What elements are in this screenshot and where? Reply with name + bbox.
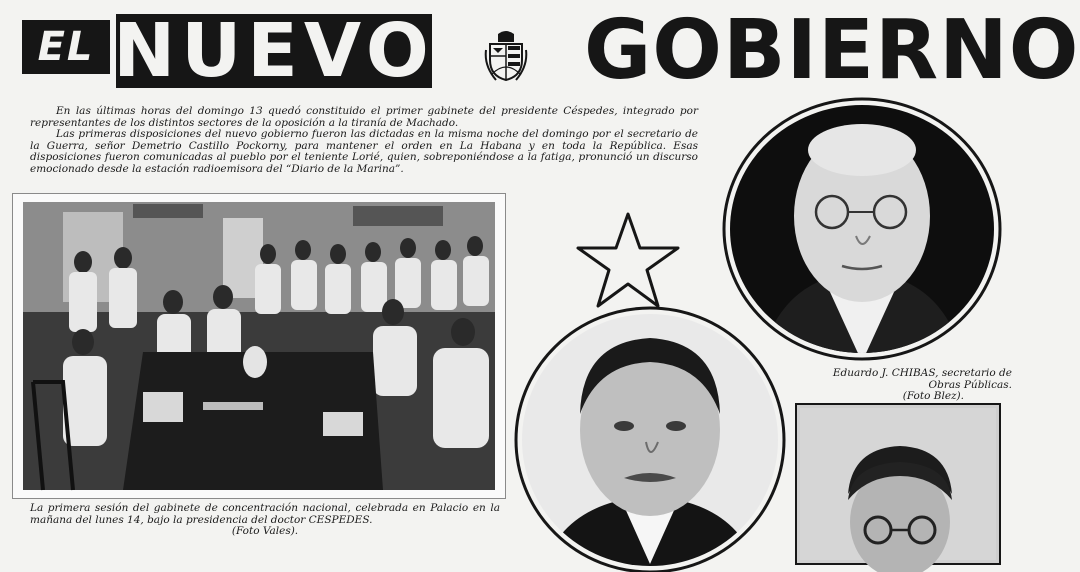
intro-paragraph-2: Las primeras disposiciones del nuevo gobierno fueron las dictadas en la misma noche del domingo por el secretario de la Guerra, señor Demetrio Castillo Pockorny, para mantener el orden en La Habana y en toda la República. Esas disposiciones fueron comunicadas al pueblo por el teniente Lorié, quien, sobreponiéndose a la fatiga, pronunció un discurso emocionado desde la estación radioemisora del “Diario de la Marina”.: [30, 128, 698, 175]
coat-of-arms-icon: [484, 30, 528, 82]
chibas-photo-caption: [826, 368, 1012, 403]
headline-gobierno: GOBIERNO: [584, 3, 1080, 98]
cabinet-session-image: [23, 202, 495, 490]
cespedes-portrait: [512, 302, 788, 572]
cabinet-photo-credit: (Foto Vales).: [231, 525, 299, 537]
intro-text: [30, 106, 698, 175]
minister-portrait: [796, 404, 1000, 564]
cabinet-caption-text: La primera sesión del gabinete de concentración nacional, celebrada en Palacio en la mañana del lunes 14, bajo la presidencia del doctor CESPEDES.: [30, 502, 500, 526]
star-icon: [574, 210, 682, 310]
headline-nuevo: NUEVO: [113, 8, 435, 94]
chibas-photo-credit: (Foto Blez).: [902, 390, 964, 402]
cabinet-session-photo: [12, 193, 506, 499]
intro-paragraph-1: En las últimas horas del domingo 13 quedó constituido el primer gabinete del presidente Céspedes, integrado por representantes de los distintos sectores de la oposición a la tiranía de Machado.: [30, 105, 698, 129]
cabinet-photo-caption: [30, 503, 500, 538]
headline-el: EL: [22, 20, 110, 74]
chibas-caption-text: Eduardo J. CHIBAS, secretario de Obras Públicas.: [832, 367, 1012, 391]
